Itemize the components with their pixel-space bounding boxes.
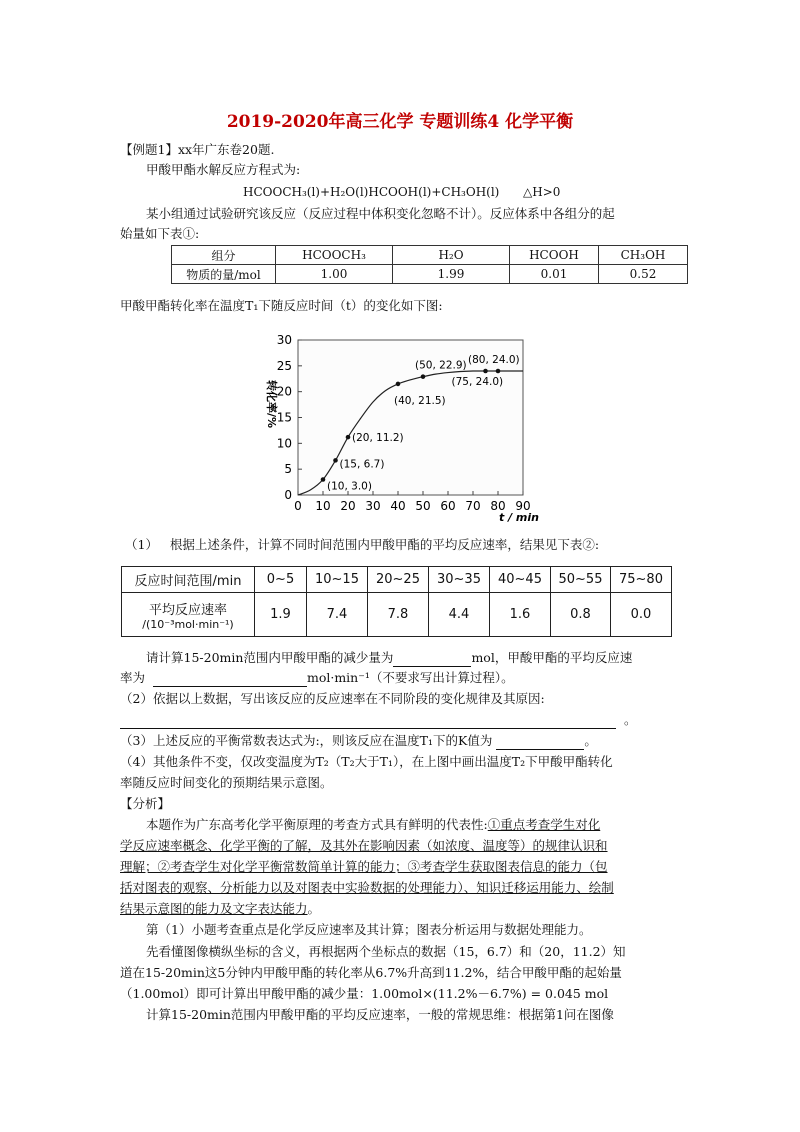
table-cell: 0.0 [611, 593, 672, 637]
rate-label: 平均反应速率 [148, 602, 227, 618]
data-point-label: (20, 11.2) [352, 432, 404, 445]
table-cell: 1.6 [490, 593, 551, 637]
q1-ask-b: mol，甲酸甲酯的平均反应速 [471, 650, 633, 665]
chart-intro: 甲酸甲酯转化率在温度T₁下随反应时间（t）的变化如下图: [120, 298, 443, 313]
data-point [333, 458, 338, 463]
data-point [496, 369, 501, 374]
table-header: 反应时间范围/min [122, 567, 255, 593]
y-tick-label: 20 [276, 384, 292, 399]
table-cell: 4.4 [429, 593, 490, 637]
answer-blank-q2[interactable] [120, 715, 616, 729]
table-cell: 50~55 [551, 567, 611, 593]
data-point-label: (15, 6.7) [339, 458, 385, 471]
table-cell: 7.4 [307, 593, 368, 637]
table-cell: 30~35 [429, 567, 490, 593]
table-cell: 物质的量/mol [172, 265, 276, 284]
table-cell: 0~5 [255, 567, 307, 593]
x-tick-label: 50 [415, 499, 431, 513]
table-row [122, 593, 672, 637]
analysis-p3-3: （1.00mol）即可计算出甲酸甲酯的减少量：1.00mol×(11.2%－6.7%) = 0.045 mol [120, 986, 609, 1001]
x-tick-label: 80 [490, 499, 506, 513]
table-cell: 7.8 [368, 593, 429, 637]
example-label: 【例题1】 [120, 142, 178, 157]
table-cell: 1.00 [276, 265, 393, 284]
rate-table [121, 566, 672, 637]
analysis-line-5 [120, 899, 320, 918]
answer-blank-k[interactable] [496, 736, 584, 750]
rate-unit: /(10⁻³mol·min⁻¹) [142, 617, 234, 631]
data-point [346, 435, 351, 440]
table-row [122, 567, 672, 593]
x-tick-label: 0 [294, 499, 302, 513]
x-tick-label: 30 [365, 499, 381, 513]
q3-period: 。 [584, 733, 597, 748]
x-tick-label: 90 [515, 499, 531, 513]
x-tick-label: 20 [340, 499, 356, 513]
q2-text: （2）依据以上数据，写出该反应的反应速率在不同阶段的变化规律及其原因: [120, 691, 545, 706]
y-tick-label: 0 [284, 488, 292, 502]
y-tick-label: 25 [276, 358, 292, 373]
data-point [421, 374, 426, 379]
x-tick-label: 40 [390, 499, 406, 513]
analysis-p3-1: 先看懂图像横纵坐标的含义，再根据两个坐标点的数据（15，6.7）和（20，11.2）知 [146, 944, 626, 959]
x-tick-label: 70 [465, 499, 481, 513]
enthalpy-change: △H>0 [523, 185, 561, 199]
q3-line [120, 731, 597, 750]
table-row [172, 246, 688, 265]
data-point-label: (10, 3.0) [327, 480, 372, 493]
analysis-line-3: 理解；②考查学生对化学平衡常数简单计算的能力；③考查学生获取图表信息的能力（包 [120, 859, 608, 874]
answer-blank-amount[interactable] [393, 653, 471, 667]
table-header: HCOOCH₃ [276, 246, 393, 265]
data-point [396, 382, 401, 387]
q1-text: 根据上述条件，计算不同时间范围内甲酸甲酯的平均反应速率，结果见下表②: [169, 537, 600, 552]
q1-ask-a: 请计算15-20min范围内甲酸甲酯的减少量为 [146, 650, 394, 665]
data-point [321, 477, 326, 482]
table-row [172, 265, 688, 284]
q4-line-1: （4）其他条件不变，仅改变温度为T₂（T₂大于T₁），在上图中画出温度T₂下甲酸甲酯转化 [120, 754, 613, 769]
analysis-p4: 计算15-20min范围内甲酸甲酯的平均反应速率，一般的常规思维：根据第1问在图像 [146, 1007, 614, 1022]
q1-line [125, 535, 599, 554]
q2-period: 。 [623, 712, 637, 727]
table-cell: 0.52 [599, 265, 688, 284]
example-intro: 甲酸甲酯水解反应方程式为: [146, 162, 301, 177]
table-cell: 20~25 [368, 567, 429, 593]
table-header: CH₃OH [599, 246, 688, 265]
table-cell: 0.8 [551, 593, 611, 637]
table-header: H₂O [393, 246, 510, 265]
q1-ask-c: 率为 [120, 670, 146, 685]
reaction-equation: HCOOCH₃(l)+H₂O(l)HCOOH(l)+CH₃OH(l) [243, 185, 500, 199]
table-cell: 0.01 [510, 265, 599, 284]
page-title: 2019-2020年高三化学 专题训练4 化学平衡 [226, 112, 574, 132]
analysis-p3-2: 道在15-20min这5分钟内甲酸甲酯的转化率从6.7%升高到11.2%，结合甲酸甲酯的起始量 [120, 965, 622, 980]
analysis-heading: 【分析】 [120, 796, 171, 811]
y-tick-label: 5 [284, 462, 292, 477]
q4-line-2: 率随反应时间变化的预期结果示意图。 [120, 775, 333, 790]
q3-text: （3）上述反应的平衡常数表达式为:，则该反应在温度T₁下的K值为 [120, 733, 493, 748]
analysis-period: 。 [307, 901, 321, 916]
analysis-text: 本题作为广东高考化学平衡原理的考查方式具有鲜明的代表性: [146, 817, 488, 832]
q1-ask-d: mol·min⁻¹（不要求写出计算过程）。 [306, 670, 514, 685]
table-cell: 75~80 [611, 567, 672, 593]
q2-answer-line [120, 710, 636, 729]
data-point-label: (40, 21.5) [394, 394, 446, 407]
data-point-label: (75, 24.0) [451, 376, 504, 388]
analysis-underlined: 结果示意图的能力及文字表达能力 [120, 901, 308, 916]
x-tick-label: 60 [440, 499, 456, 513]
x-tick-label: 10 [315, 499, 331, 513]
table-cell: 1.9 [255, 593, 307, 637]
data-point-label: (80, 24.0) [468, 354, 520, 366]
y-tick-label: 15 [276, 410, 292, 425]
table-cell: 1.99 [393, 265, 510, 284]
answer-blank-rate[interactable] [153, 673, 307, 687]
initial-amount-table [171, 245, 688, 284]
table-header [122, 593, 255, 637]
y-axis-label: 转化率/% [265, 380, 278, 429]
data-point [483, 369, 488, 374]
table-cell: 10~15 [307, 567, 368, 593]
table-header: 组分 [172, 246, 276, 265]
analysis-underlined: ①重点考查学生对化 [487, 817, 601, 832]
y-tick-label: 30 [276, 333, 292, 347]
example-heading [120, 140, 274, 159]
table-cell: 40~45 [490, 567, 551, 593]
q1-ask-line-2 [120, 668, 514, 687]
x-axis-label: t / min [499, 511, 539, 524]
example-source: xx年广东卷20题. [177, 142, 275, 157]
analysis-line-2: 学反应速率概念、化学平衡的了解，及其外在影响因素（如浓度、温度等）的规律认识和 [120, 838, 608, 853]
q1-number: （1） [125, 537, 158, 552]
q1-ask-line [146, 648, 632, 667]
data-point-label: (50, 22.9) [415, 359, 467, 372]
setup-line-2: 始量如下表①: [120, 226, 200, 241]
table-header: HCOOH [510, 246, 599, 265]
analysis-line-4: 括对图表的观察、分析能力以及对图表中实验数据的处理能力）、知识迁移运用能力、绘制 [120, 880, 614, 895]
setup-line-1: 某小组通过试验研究该反应（反应过程中体积变化忽略不计）。反应体系中各组分的起 [146, 206, 615, 221]
y-tick-label: 10 [276, 436, 292, 451]
conversion-chart [255, 328, 555, 528]
analysis-p2: 第（1）小题考查重点是化学反应速率及其计算；图表分析运用与数据处理能力。 [146, 922, 592, 937]
analysis-line-1 [146, 815, 600, 834]
